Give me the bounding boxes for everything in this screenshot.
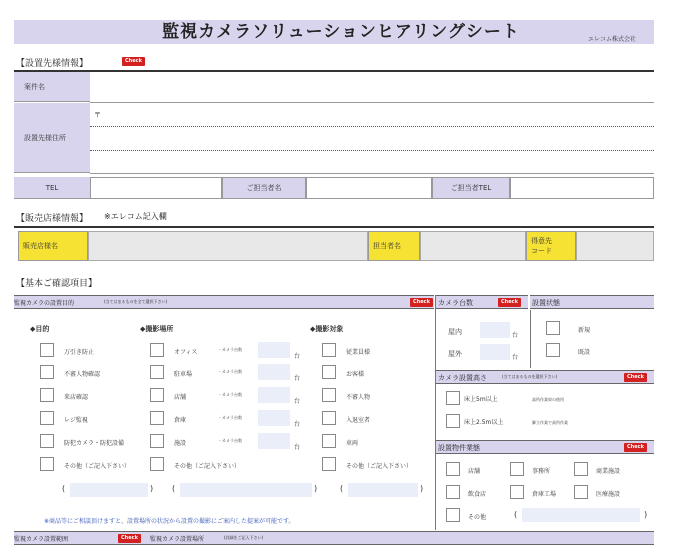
contact-tel-field[interactable] xyxy=(510,177,654,199)
place-unit-label: ・カメラ台数 xyxy=(218,392,242,397)
dealer-name-label: 販売店様名 xyxy=(18,231,88,261)
contact-name-field[interactable] xyxy=(306,177,432,199)
unit-label: 台 xyxy=(294,421,301,428)
bottom-header: 監視カメラ設置範囲 Check 監視カメラ設置場所 (詳細をご記入下さい) xyxy=(14,531,654,545)
paren-close: ) xyxy=(420,484,424,493)
place-checkbox[interactable] xyxy=(150,343,164,357)
install-status-header: 設置状態 xyxy=(530,295,654,309)
divider xyxy=(530,310,531,368)
place-label: 駐車場 xyxy=(174,371,193,378)
place-label: 施設 xyxy=(174,440,187,447)
place-unit-label: ・カメラ台数 xyxy=(218,347,242,352)
divider xyxy=(14,226,654,228)
place-label: その他（ご記入下さい） xyxy=(174,463,241,470)
paren-close: ) xyxy=(644,510,648,519)
section2-note: ※エレコム記入欄 xyxy=(104,212,167,221)
facility-commercial-label: 商業施設 xyxy=(596,468,621,475)
purpose-checkbox[interactable] xyxy=(40,365,54,379)
customer-code-field[interactable] xyxy=(576,231,654,261)
place-title: ◆撮影場所 xyxy=(140,325,174,333)
divider xyxy=(90,173,654,174)
place-checkbox[interactable] xyxy=(150,411,164,425)
purpose-label: 来店確認 xyxy=(64,394,89,401)
purpose-checkbox[interactable] xyxy=(40,457,54,471)
tel-label: TEL xyxy=(14,177,90,199)
address-line-2[interactable] xyxy=(90,150,654,151)
place-count-input[interactable] xyxy=(258,410,290,426)
person-label: 担当者名 xyxy=(368,231,420,261)
place-count-input[interactable] xyxy=(258,342,290,358)
outdoor-label: 屋外 xyxy=(448,350,462,358)
place-label: 店舗 xyxy=(174,394,187,401)
target-checkbox[interactable] xyxy=(322,343,336,357)
place-count-input[interactable] xyxy=(258,387,290,403)
purpose-label: 不審人物確認 xyxy=(64,371,101,378)
paren-close: ) xyxy=(150,484,154,493)
purpose-checkbox[interactable] xyxy=(40,343,54,357)
unit-label: 台 xyxy=(294,375,301,382)
tel-field[interactable] xyxy=(90,177,222,199)
customer-code-label: 得意先 コード xyxy=(526,231,576,261)
place-checkbox[interactable] xyxy=(150,457,164,471)
paren-open: ( xyxy=(62,484,66,493)
place-unit-label: ・カメラ台数 xyxy=(218,438,242,443)
indoor-label: 屋内 xyxy=(448,328,462,336)
target-label: 従業員様 xyxy=(346,349,371,356)
facility-other-checkbox[interactable] xyxy=(446,508,460,522)
target-checkbox[interactable] xyxy=(322,365,336,379)
status-new-checkbox[interactable] xyxy=(546,321,560,335)
height-2_5m-note: 脚立作業で高所作業 xyxy=(532,420,568,425)
place-other-input[interactable] xyxy=(180,483,312,497)
facility-factory-label: 倉庫工場 xyxy=(532,491,557,498)
facility-restaurant-label: 飲食店 xyxy=(468,491,487,498)
case-name-field[interactable] xyxy=(90,72,654,103)
unit-label: 台 xyxy=(512,332,519,339)
height-header: カメラ設置高さ (当てはまるものを選択下さい) Check xyxy=(436,370,654,384)
page-title: 監視カメラソリューションヒアリングシート xyxy=(162,22,520,42)
purpose-label: 防犯カメラ・防犯設備 xyxy=(64,440,125,447)
status-existing-label: 既設 xyxy=(578,349,591,356)
target-title: ◆撮影対象 xyxy=(310,325,344,333)
place-count-input[interactable] xyxy=(258,433,290,449)
target-checkbox[interactable] xyxy=(322,434,336,448)
facility-medical-checkbox[interactable] xyxy=(574,485,588,499)
status-new-label: 新規 xyxy=(578,327,591,334)
company-name: エレコム株式会社 xyxy=(588,36,637,43)
place-label: 倉庫 xyxy=(174,417,187,424)
case-name-label: 案件名 xyxy=(14,72,90,102)
paren-open: ( xyxy=(172,484,176,493)
place-checkbox[interactable] xyxy=(150,388,164,402)
paren-open: ( xyxy=(514,510,518,519)
facility-other-label: その他 xyxy=(468,514,487,521)
required-badge: Check xyxy=(122,57,145,66)
dealer-name-field[interactable] xyxy=(88,231,368,261)
paren-open: ( xyxy=(340,484,344,493)
status-existing-checkbox[interactable] xyxy=(546,343,560,357)
place-checkbox[interactable] xyxy=(150,365,164,379)
purpose-header: 監視カメラの設置目的 (当てはまるものを全て選択下さい) Check xyxy=(14,295,434,309)
place-unit-label: ・カメラ台数 xyxy=(218,369,242,374)
unit-label: 台 xyxy=(294,398,301,405)
purpose-checkbox[interactable] xyxy=(40,388,54,402)
outdoor-count-input[interactable] xyxy=(480,344,510,360)
facility-medical-label: 医療施設 xyxy=(596,491,621,498)
contact-name-label: ご担当者名 xyxy=(222,177,306,199)
unit-label: 台 xyxy=(512,354,519,361)
facility-factory-checkbox[interactable] xyxy=(510,485,524,499)
target-label: その他（ご記入下さい） xyxy=(346,463,413,470)
facility-restaurant-checkbox[interactable] xyxy=(446,485,460,499)
target-label: 不審人物 xyxy=(346,394,371,401)
section2-heading: 【販売店様情報】 xyxy=(16,214,89,224)
height-5m-label: 床上5m以上 xyxy=(464,396,498,403)
purpose-other-input[interactable] xyxy=(70,483,148,497)
paren-close: ) xyxy=(314,484,318,493)
camera-count-header: カメラ台数 Check xyxy=(436,295,528,309)
purpose-label: レジ監視 xyxy=(64,417,88,424)
target-label: 車両 xyxy=(346,440,359,447)
address-label: 設置先様住所 xyxy=(14,103,90,173)
target-label: 入退室者 xyxy=(346,417,371,424)
facility-store-checkbox[interactable] xyxy=(446,462,460,476)
postal-mark: 〒 xyxy=(94,111,101,119)
facility-header: 設置物件業態 Check xyxy=(436,440,654,454)
target-checkbox[interactable] xyxy=(322,457,336,471)
place-unit-label: ・カメラ台数 xyxy=(218,415,242,420)
contact-tel-label: ご担当者TEL xyxy=(432,177,510,199)
height-5m-note: 高所作業車の使用 xyxy=(532,397,564,402)
target-checkbox[interactable] xyxy=(322,411,336,425)
unit-label: 台 xyxy=(294,444,301,451)
footer-note: ※商品等にご相談頂けますと、設置場所の状況から設置の撮影にご案内した提案が可能です。 xyxy=(44,518,295,525)
facility-commercial-checkbox[interactable] xyxy=(574,462,588,476)
place-label: オフィス xyxy=(174,349,198,356)
section1-heading: 【設置先様情報】 xyxy=(16,59,89,69)
purpose-label: その他（ご記入下さい） xyxy=(64,463,131,470)
target-checkbox[interactable] xyxy=(322,388,336,402)
target-other-input[interactable] xyxy=(348,483,418,497)
unit-label: 台 xyxy=(294,353,301,360)
purpose-title: ◆目的 xyxy=(30,325,50,333)
target-label: お客様 xyxy=(346,371,365,378)
divider xyxy=(435,295,436,530)
place-count-input[interactable] xyxy=(258,364,290,380)
facility-other-input[interactable] xyxy=(522,508,640,522)
section3-heading: 【基本ご確認項目】 xyxy=(16,279,98,289)
facility-office-checkbox[interactable] xyxy=(510,462,524,476)
place-checkbox[interactable] xyxy=(150,434,164,448)
height-2_5m-label: 床上2.5m以上 xyxy=(464,419,504,426)
facility-store-label: 店舗 xyxy=(468,468,481,475)
address-line-1[interactable] xyxy=(90,126,654,127)
facility-office-label: 事務所 xyxy=(532,468,551,475)
indoor-count-input[interactable] xyxy=(480,322,510,338)
person-field[interactable] xyxy=(420,231,526,261)
height-5m-checkbox[interactable] xyxy=(446,391,460,405)
height-2_5m-checkbox[interactable] xyxy=(446,414,460,428)
purpose-label: 万引き防止 xyxy=(64,349,95,356)
purpose-checkbox[interactable] xyxy=(40,434,54,448)
purpose-checkbox[interactable] xyxy=(40,411,54,425)
